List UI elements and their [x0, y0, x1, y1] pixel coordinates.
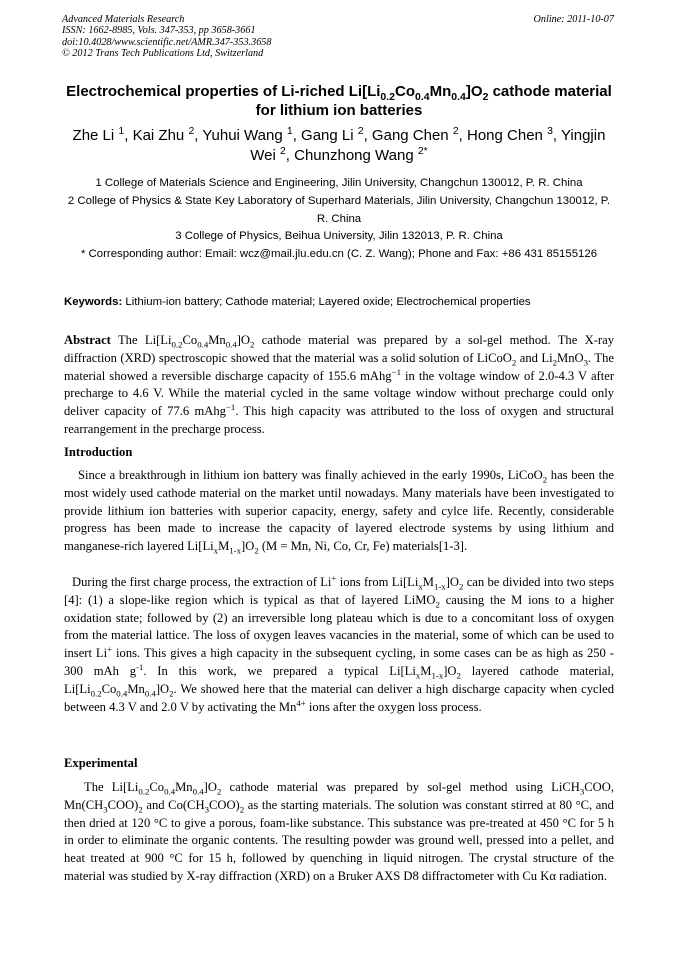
- experimental-heading: Experimental: [64, 756, 138, 770]
- introduction-paragraph-2: During the first charge process, the extraction of Li+ ions from $Li[Li_xM_{1-x}]O_2$ can be divided into two steps [4]: (1) a slope-like region which is typical as that of layered LiMO$_2$ causing the M ions to a higher oxidation state; followed by (2) an irreversible long plateau which is due to a concomitant loss of oxygen from the material lattice. The loss of oxygen leaves vacancies in the material, some of which can be used to insert Li+ ions. This gives a high capacity in the subsequent cycling, in some cases can be as high as 250 - 300 mAh $g^{-1}$. In this work, we prepared a typical $Li[Li_xM_{1-x}]O_2$ layered cathode material, $Li[Li_{0.2}Co_{0.4}Mn_{0.4}]O_2$. We showed here that the material can deliver a high discharge capacity when cycled between 4.3 V and 2.0 V by activating the $Mn^{4+}$ ions after the oxygen loss process.: [64, 572, 615, 714]
- affiliation-2: 2 College of Physics & State Key Laboratory of Superhard Materials, Jilin University, Changchun 130012, P. R. China: [67, 194, 611, 225]
- introduction-paragraph-1: Since a breakthrough in lithium ion battery was finally achieved in the early 1990s, LiCoO$_2$ has been the most widely used cathode material on the market until nowadays. Many materials have been investigated to provide lithium ion batteries with superior capacity, energy, safety and cylce life. Recently, considerable progress has been made to increase the capacity of layered electrode systems by using lithium and manganese-rich layered $Li[Li_xM_{1-x}]O_2$ (M = Mn, Ni, Co, Cr, Fe) materials[1-3].: [64, 468, 614, 556]
- affiliations: [64, 175, 614, 264]
- doi-link[interactable]: doi:10.4028/www.scientific.net/AMR.347-353.3658: [62, 36, 272, 48]
- author-list: Zhe Li $^1$, Kai Zhu $^2$, Yuhui Wang $^1$, Gang Li $^2$, Gang Chen $^2$, Hong Chen $^3$, Yingjin Wei $^2$, Chunzhong Wang $^{2*}$: [72, 125, 606, 164]
- affiliation-1: 1 College of Materials Science and Engineering, Jilin University, Changchun 130012, P. R. China: [95, 177, 583, 189]
- online-date: Online: 2011-10-07: [533, 14, 614, 25]
- issn-line: ISSN: 1662-8985, Vols. 347-353, pp 3658-3661: [62, 25, 256, 37]
- keywords-text: Lithium-ion battery; Cathode material; Layered oxide; Electrochemical properties: [122, 296, 531, 308]
- abstract-paragraph: Abstract The $Li[Li_{0.2}Co_{0.4}Mn_{0.4}]O_2$ cathode material was prepared by a sol-gel method. The X-ray diffraction (XRD) spectroscopic showed that the material was a solid solution of LiCoO$_2$ and $Li_2MnO_3$. The material showed a reversible discharge capacity of 155.6 mAhg$^{-1}$ in the voltage window of 2.0-4.3 V after precharge to 4.6 V. While the material cycled in the same voltage window without precharge could only deliver capacity of 77.6 mAhg$^{-1}$. This high capacity was attributed to the loss of oxygen and structural rearrangement in the precharge process.: [64, 333, 615, 436]
- introduction-heading: Introduction: [64, 445, 133, 459]
- keywords: [64, 294, 614, 310]
- copyright-line: © 2012 Trans Tech Publications Ltd, Switzerland: [62, 48, 264, 60]
- affiliation-3: 3 College of Physics, Beihua University, Jilin 132013, P. R. China: [175, 230, 503, 243]
- journal-name: Advanced Materials Research: [62, 14, 185, 25]
- journal-header: [62, 14, 271, 60]
- corresponding-author: * Corresponding author: Email: wcz@mail.jlu.edu.cn (C. Z. Wang); Phone and Fax: +86 431 85155126: [80, 248, 598, 261]
- keywords-label: Keywords:: [64, 296, 123, 308]
- experimental-paragraph-1: The $Li[Li_{0.2}Co_{0.4}Mn_{0.4}]O_2$ cathode material was prepared by sol-gel method using LiCH$_3$COO, $Mn(CH_3COO)_2$ and $Co(CH_3COO)_2$ as the starting materials. The solution was constant stirred at 80 °C, and then dried at 120 °C to give a porous, foam-like substance. This substance was pre-treated at 450 °C for 5 h in order to eliminate the organic contents. The resulting powder was ground well, pressed into a pellet, and heat treated at 900 °C for 15 h, followed by quenching in liquid nitrogen. The crystal structure of the material was studied by X-ray diffraction (XRD) on a Bruker AXS D8 diffractometer with Cu Kα radiation.: [64, 780, 614, 883]
- abstract-label: Abstract: [64, 333, 111, 347]
- paper-title: Electrochemical properties of Li-riched $Li[Li_{0.2}Co_{0.4}Mn_{0.4}]O_2$ cathode material for lithium ion batteries: [66, 83, 612, 119]
